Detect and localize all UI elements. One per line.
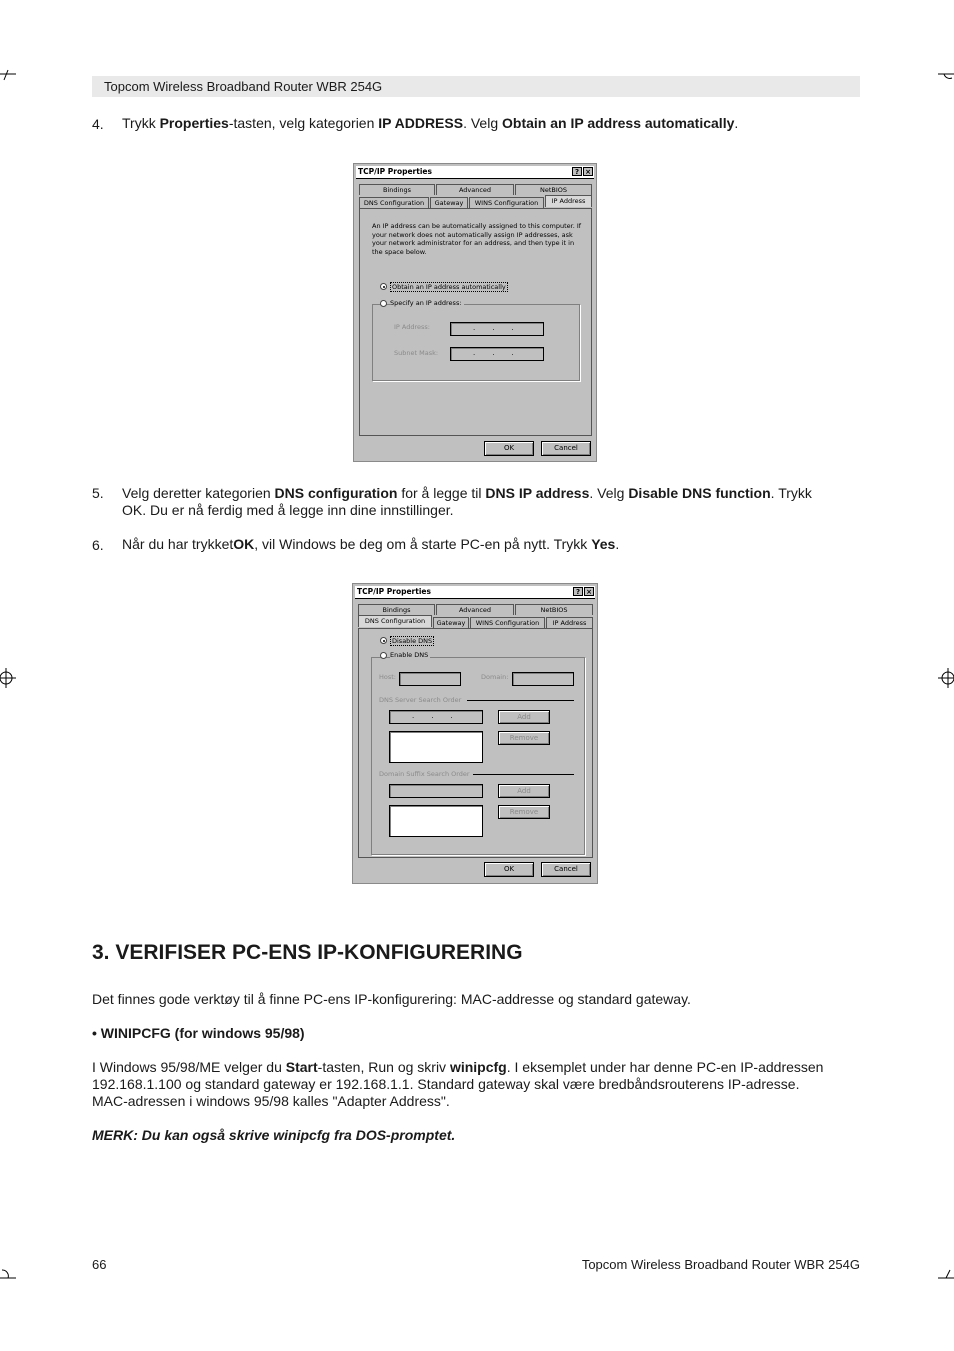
tab-dns-configuration[interactable]: DNS Configuration	[359, 197, 429, 208]
section-intro: Det finnes gode verktøy til å finne PC-ens IP-konfigurering: MAC-addresse og standard gateway.	[92, 991, 691, 1007]
crop-mark-top-left	[0, 66, 16, 82]
crop-mark-mid-right	[938, 668, 954, 684]
step-5-text: Velg deretter kategorien DNS configuration for å legge til DNS IP address. Velg Disable DNS function. Trykk OK. Du er nå ferdig med å legge inn dine innstillinger.	[122, 485, 812, 518]
host-field[interactable]	[399, 672, 461, 686]
obtain-ip-label: Obtain an IP address automatically	[392, 283, 506, 291]
divider	[473, 774, 574, 775]
dns-add-button[interactable]: Add	[498, 710, 550, 724]
crop-mark-mid-left	[0, 668, 16, 684]
dns-server-list[interactable]	[389, 731, 483, 763]
tab-advanced[interactable]: Advanced	[436, 184, 514, 195]
dns-server-field[interactable]: ...	[389, 710, 483, 724]
ok-button[interactable]: OK	[484, 441, 534, 456]
tcpip-properties-dialog-ip	[353, 163, 597, 462]
divider	[467, 700, 574, 701]
tab-ip-address[interactable]: IP Address	[545, 195, 592, 207]
specify-ip-radio[interactable]	[380, 300, 387, 307]
tab-advanced[interactable]: Advanced	[436, 604, 514, 615]
ip-address-label: IP Address:	[394, 323, 430, 331]
tab-gateway[interactable]: Gateway	[430, 197, 468, 208]
footer-title: Topcom Wireless Broadband Router WBR 254G	[581, 1257, 860, 1272]
dialog-titlebar	[355, 586, 595, 599]
suffix-remove-button[interactable]: Remove	[498, 805, 550, 819]
specify-ip-group	[372, 304, 580, 381]
note: MERK: Du kan også skrive winipcfg fra DOS-promptet.	[92, 1127, 456, 1143]
tab-dns-configuration[interactable]: DNS Configuration	[358, 615, 432, 627]
bullet-winipcfg: • WINIPCFG (for windows 95/98)	[92, 1025, 305, 1041]
page-number: 66	[92, 1257, 107, 1272]
ok-button[interactable]: OK	[484, 862, 534, 877]
crop-mark-top-right	[938, 66, 954, 82]
cancel-button[interactable]: Cancel	[541, 862, 591, 877]
ip-description: An IP address can be automatically assigned to this computer. If your network does not automatically assign IP addresses, ask your network administrator for an address, and then type it in the space below.	[372, 222, 582, 256]
tcpip-properties-dialog-dns	[352, 583, 598, 884]
dns-search-order-label: DNS Server Search Order	[379, 696, 462, 704]
tab-netbios[interactable]: NetBIOS	[515, 604, 593, 615]
dialog-titlebar	[356, 166, 594, 179]
step-6-text: Når du har trykketOK, vil Windows be deg om å starte PC-en på nytt. Trykk Yes.	[122, 536, 620, 552]
tab-wins-configuration[interactable]: WINS Configuration	[469, 197, 544, 208]
domain-field[interactable]	[512, 672, 574, 686]
dns-configuration-panel	[358, 628, 593, 858]
dns-remove-button[interactable]: Remove	[498, 731, 550, 745]
disable-dns-label: Disable DNS	[392, 637, 433, 645]
disable-dns-radio[interactable]	[380, 637, 387, 644]
tab-netbios[interactable]: NetBIOS	[515, 184, 592, 195]
dialog-title: TCP/IP Properties	[357, 587, 431, 596]
ip-address-field[interactable]: ...	[450, 322, 544, 336]
step-4-text: Trykk Properties-tasten, velg kategorien IP ADDRESS. Velg Obtain an IP address automatically.	[122, 115, 739, 131]
close-button[interactable]: ×	[583, 167, 593, 176]
tab-bindings[interactable]: Bindings	[359, 184, 435, 195]
domain-suffix-field[interactable]	[389, 784, 483, 798]
enable-dns-radio[interactable]	[380, 652, 387, 659]
enable-dns-label: Enable DNS	[390, 651, 429, 659]
tab-ip-address[interactable]: IP Address	[546, 617, 593, 628]
suffix-add-button[interactable]: Add	[498, 784, 550, 798]
dialog-title: TCP/IP Properties	[358, 167, 432, 176]
step-6-number: 6.	[92, 537, 104, 553]
domain-suffix-label: Domain Suffix Search Order	[379, 770, 470, 778]
obtain-ip-radio[interactable]	[380, 283, 387, 290]
specify-ip-label: Specify an IP address:	[390, 299, 462, 307]
tab-wins-configuration[interactable]: WINS Configuration	[470, 617, 545, 628]
domain-label: Domain:	[481, 673, 509, 681]
close-button[interactable]: ×	[584, 587, 594, 596]
section-heading: 3. VERIFISER PC-ENS IP-KONFIGURERING	[92, 941, 523, 964]
help-button[interactable]: ?	[572, 167, 582, 176]
ip-address-panel	[359, 208, 592, 436]
help-button[interactable]: ?	[573, 587, 583, 596]
step-5-number: 5.	[92, 485, 104, 501]
section-paragraph: I Windows 95/98/ME velger du Start-tasten, Run og skriv winipcfg. I eksemplet under har denne PC-en IP-addressen 192.168.1.100 og standard gateway er 192.168.1.1. Standard gateway skal være bredbåndsrouterens IP-adresse. MAC-adressen i windows 95/98 kalles "Adapter Address".	[92, 1059, 824, 1109]
step-4-number: 4.	[92, 116, 104, 132]
tab-gateway[interactable]: Gateway	[433, 617, 469, 628]
crop-mark-bottom-left	[0, 1266, 16, 1282]
header-title: Topcom Wireless Broadband Router WBR 254G	[104, 79, 383, 94]
host-label: Host:	[379, 673, 396, 681]
subnet-mask-label: Subnet Mask:	[394, 349, 439, 357]
crop-mark-bottom-right	[938, 1266, 954, 1282]
subnet-mask-field[interactable]: ...	[450, 347, 544, 361]
domain-suffix-list[interactable]	[389, 805, 483, 837]
cancel-button[interactable]: Cancel	[541, 441, 591, 456]
tab-bindings[interactable]: Bindings	[358, 604, 435, 615]
